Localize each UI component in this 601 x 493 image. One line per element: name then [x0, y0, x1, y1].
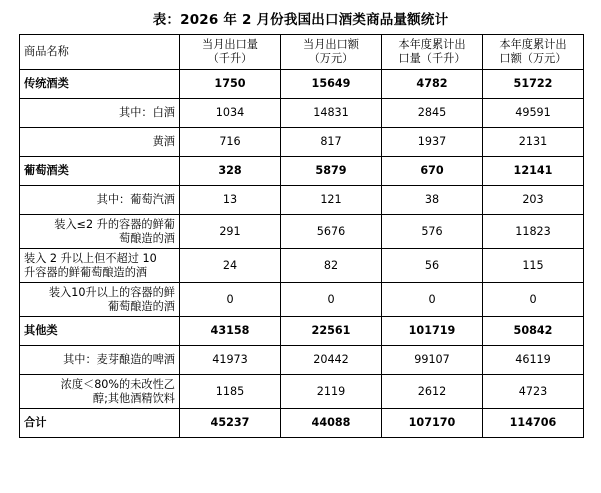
- cell-ytd-value: 2131: [483, 128, 584, 157]
- table-row: [20, 215, 584, 249]
- row-name: 装入10升以上的容器的鲜 葡萄酿造的酒: [20, 283, 180, 317]
- cell-month-volume: 1185: [180, 375, 281, 409]
- cell-month-volume: 0: [180, 283, 281, 317]
- cell-ytd-value: 49591: [483, 99, 584, 128]
- cell-ytd-value: 114706: [483, 409, 584, 438]
- col-header-month-volume: 当月出口量 （千升）: [180, 35, 281, 70]
- col-header-month-value: 当月出口额 （万元）: [281, 35, 382, 70]
- cell-ytd-value: 4723: [483, 375, 584, 409]
- col-header-ytd-volume: 本年度累计出 口量（千升）: [382, 35, 483, 70]
- cell-ytd-volume: 38: [382, 186, 483, 215]
- cell-month-volume: 45237: [180, 409, 281, 438]
- cell-month-volume: 24: [180, 249, 281, 283]
- cell-month-value: 22561: [281, 317, 382, 346]
- table-row: [20, 99, 584, 128]
- row-name: 传统酒类: [20, 70, 180, 99]
- cell-ytd-value: 46119: [483, 346, 584, 375]
- cell-ytd-volume: 56: [382, 249, 483, 283]
- cell-month-value: 817: [281, 128, 382, 157]
- cell-month-volume: 716: [180, 128, 281, 157]
- cell-month-value: 5879: [281, 157, 382, 186]
- col-header-name: 商品名称: [20, 35, 180, 70]
- cell-month-volume: 1034: [180, 99, 281, 128]
- row-name: 黄酒: [20, 128, 180, 157]
- cell-month-volume: 13: [180, 186, 281, 215]
- total-row: [20, 409, 584, 438]
- cell-ytd-value: 12141: [483, 157, 584, 186]
- cell-month-volume: 41973: [180, 346, 281, 375]
- cell-ytd-volume: 0: [382, 283, 483, 317]
- cell-ytd-volume: 2612: [382, 375, 483, 409]
- cell-month-value: 121: [281, 186, 382, 215]
- cell-month-value: 15649: [281, 70, 382, 99]
- export-stats-table: [19, 34, 584, 438]
- cell-ytd-value: 11823: [483, 215, 584, 249]
- cell-month-volume: 291: [180, 215, 281, 249]
- row-name: 装入≤2 升的容器的鲜葡 萄酿造的酒: [20, 215, 180, 249]
- table-row: [20, 157, 584, 186]
- cell-month-value: 5676: [281, 215, 382, 249]
- table-row: [20, 186, 584, 215]
- row-name: 合计: [20, 409, 180, 438]
- table-title: 表：2026 年 2 月份我国出口酒类商品量额统计: [152, 12, 449, 28]
- cell-ytd-volume: 4782: [382, 70, 483, 99]
- cell-ytd-volume: 670: [382, 157, 483, 186]
- cell-month-value: 0: [281, 283, 382, 317]
- cell-ytd-value: 0: [483, 283, 584, 317]
- row-name: 装入 2 升以上但不超过 10 升容器的鲜葡萄酿造的酒: [20, 249, 180, 283]
- cell-ytd-value: 115: [483, 249, 584, 283]
- cell-ytd-volume: 99107: [382, 346, 483, 375]
- table-row: [20, 317, 584, 346]
- table-row: [20, 375, 584, 409]
- table-row: [20, 128, 584, 157]
- cell-ytd-value: 51722: [483, 70, 584, 99]
- cell-month-volume: 328: [180, 157, 281, 186]
- cell-month-value: 14831: [281, 99, 382, 128]
- col-header-ytd-value: 本年度累计出 口额（万元）: [483, 35, 584, 70]
- cell-ytd-volume: 1937: [382, 128, 483, 157]
- table-row: [20, 70, 584, 99]
- header-row: [20, 35, 584, 70]
- cell-month-value: 2119: [281, 375, 382, 409]
- cell-ytd-volume: 576: [382, 215, 483, 249]
- row-name: 其他类: [20, 317, 180, 346]
- cell-month-value: 44088: [281, 409, 382, 438]
- cell-ytd-value: 50842: [483, 317, 584, 346]
- table-row: [20, 283, 584, 317]
- cell-ytd-volume: 101719: [382, 317, 483, 346]
- cell-ytd-volume: 107170: [382, 409, 483, 438]
- table-row: [20, 346, 584, 375]
- cell-ytd-value: 203: [483, 186, 584, 215]
- row-name: 其中：葡萄汽酒: [20, 186, 180, 215]
- row-name: 其中：麦芽酿造的啤酒: [20, 346, 180, 375]
- table-row: [20, 249, 584, 283]
- cell-month-value: 82: [281, 249, 382, 283]
- row-name: 葡萄酒类: [20, 157, 180, 186]
- row-name: 其中：白酒: [20, 99, 180, 128]
- row-name: 浓度＜80%的未改性乙 醇;其他酒精饮料: [20, 375, 180, 409]
- cell-ytd-volume: 2845: [382, 99, 483, 128]
- cell-month-volume: 1750: [180, 70, 281, 99]
- cell-month-value: 20442: [281, 346, 382, 375]
- cell-month-volume: 43158: [180, 317, 281, 346]
